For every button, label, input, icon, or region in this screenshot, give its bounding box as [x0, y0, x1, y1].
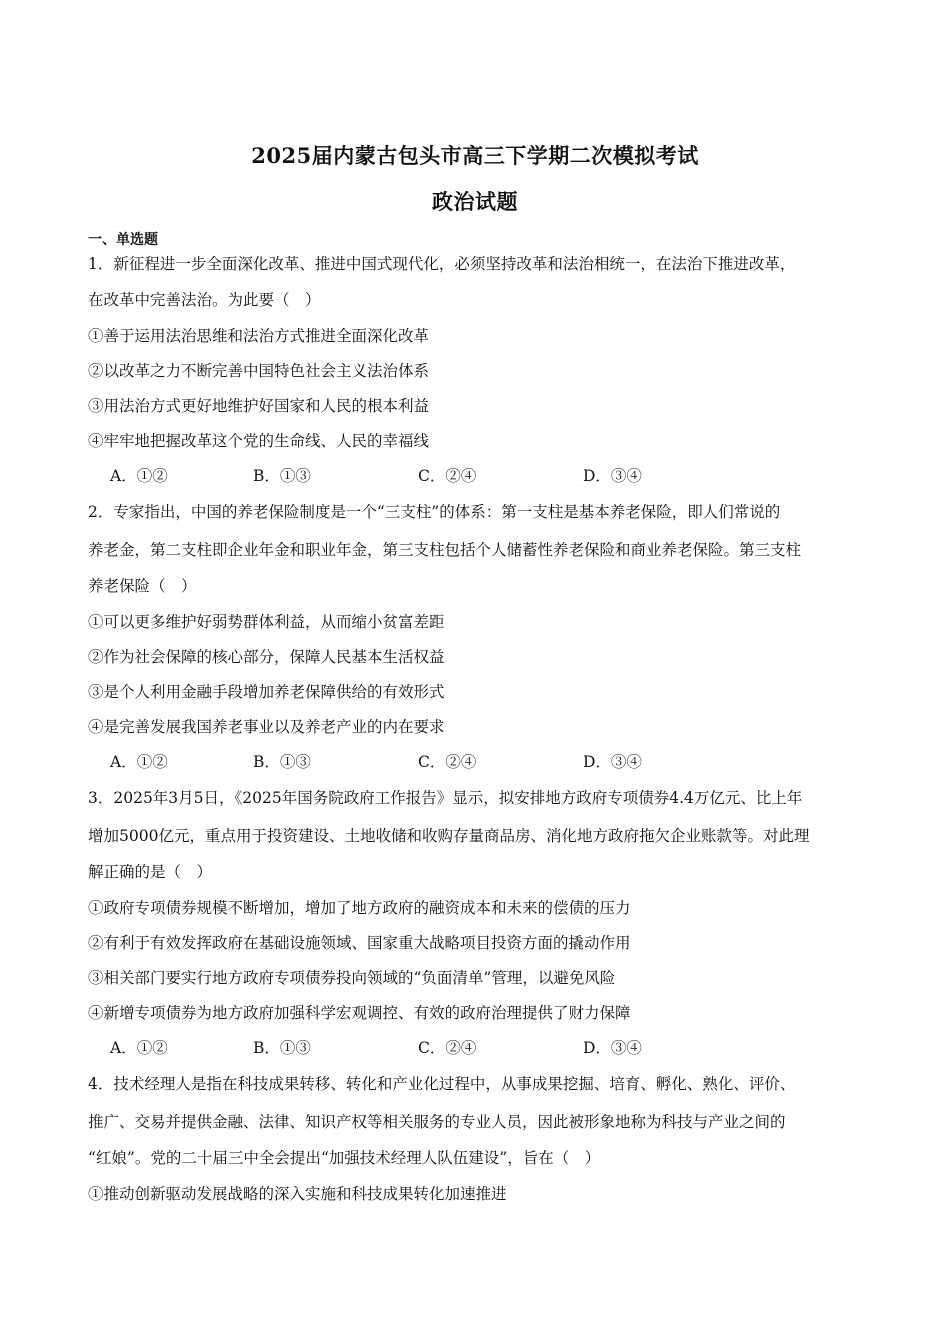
question-1-option: ③用法治方式更好地维护好国家和人民的根本利益 [88, 397, 430, 415]
question-1-stem-line: 1．新征程进一步全面深化改革、推进中国式现代化，必须坚持改革和法治相统一，在法治下推进改革， [88, 255, 796, 273]
question-3-option: ③相关部门要实行地方政府专项债券投向领域的“负面清单”管理，以避免风险 [88, 969, 616, 987]
question-3-stem-line: 增加5000亿元，重点用于投资建设、土地收储和收购存量商品房、消化地方政府拖欠企业账款等。对此理 [88, 827, 810, 845]
question-2-option: ①可以更多维护好弱势群体利益，从而缩小贫富差距 [88, 613, 445, 631]
question-1-option: ②以改革之力不断完善中国特色社会主义法治体系 [88, 362, 430, 380]
choice-d: D．③④ [583, 467, 642, 485]
question-2-stem-line: 养老金，第二支柱即企业年金和职业年金，第三支柱包括个人储蓄性养老保险和商业养老保险。第三支柱 [88, 541, 802, 559]
question-4-option: ①推动创新驱动发展战略的深入实施和科技成果转化加速推进 [88, 1185, 507, 1203]
exam-title: 2025届内蒙古包头市高三下学期二次模拟考试 [251, 143, 699, 168]
question-4-stem-line: “红娘”。党的二十届三中全会提出“加强技术经理人队伍建设”，旨在（ ） [88, 1149, 601, 1167]
question-2-stem-line: 养老保险（ ） [88, 577, 197, 595]
choice-b: B．①③ [253, 1039, 311, 1057]
choice-a: A．①② [110, 753, 168, 771]
question-2-option: ③是个人利用金融手段增加养老保障供给的有效形式 [88, 683, 445, 701]
choice-d: D．③④ [583, 1039, 642, 1057]
question-3-option: ①政府专项债券规模不断增加，增加了地方政府的融资成本和未来的偿债的压力 [88, 899, 631, 917]
question-3-option: ②有利于有效发挥政府在基础设施领域、国家重大战略项目投资方面的撬动作用 [88, 934, 631, 952]
question-1-stem-line: 在改革中完善法治。为此要（ ） [88, 291, 321, 309]
exam-subtitle: 政治试题 [432, 189, 518, 214]
question-2-stem-line: 2．专家指出，中国的养老保险制度是一个“三支柱”的体系：第一支柱是基本养老保险，即人们常说的 [88, 503, 781, 521]
choice-c: C．②④ [418, 467, 477, 485]
question-3-stem-line: 解正确的是（ ） [88, 863, 213, 881]
choice-d: D．③④ [583, 753, 642, 771]
choice-c: C．②④ [418, 753, 477, 771]
choice-b: B．①③ [253, 467, 311, 485]
choice-a: A．①② [110, 1039, 168, 1057]
question-4-stem-line: 4．技术经理人是指在科技成果转移、转化和产业化过程中，从事成果挖掘、培育、孵化、熟化、评价、 [88, 1075, 796, 1093]
choice-a: A．①② [110, 467, 168, 485]
choice-b: B．①③ [253, 753, 311, 771]
choice-c: C．②④ [418, 1039, 477, 1057]
question-3-stem-line: 3．2025年3月5日，《2025年国务院政府工作报告》显示，拟安排地方政府专项债券4.4万亿元、比上年 [88, 789, 803, 807]
question-1-option: ①善于运用法治思维和法治方式推进全面深化改革 [88, 327, 430, 345]
section-heading: 一、单选题 [88, 232, 158, 248]
question-2-option: ④是完善发展我国养老事业以及养老产业的内在要求 [88, 718, 445, 736]
question-1-option: ④牢牢地把握改革这个党的生命线、人民的幸福线 [88, 432, 430, 450]
question-4-stem-line: 推广、交易并提供金融、法律、知识产权等相关服务的专业人员，因此被形象地称为科技与产业之间的 [88, 1113, 786, 1131]
question-3-option: ④新增专项债券为地方政府加强科学宏观调控、有效的政府治理提供了财力保障 [88, 1004, 631, 1022]
question-2-option: ②作为社会保障的核心部分，保障人民基本生活权益 [88, 648, 445, 666]
